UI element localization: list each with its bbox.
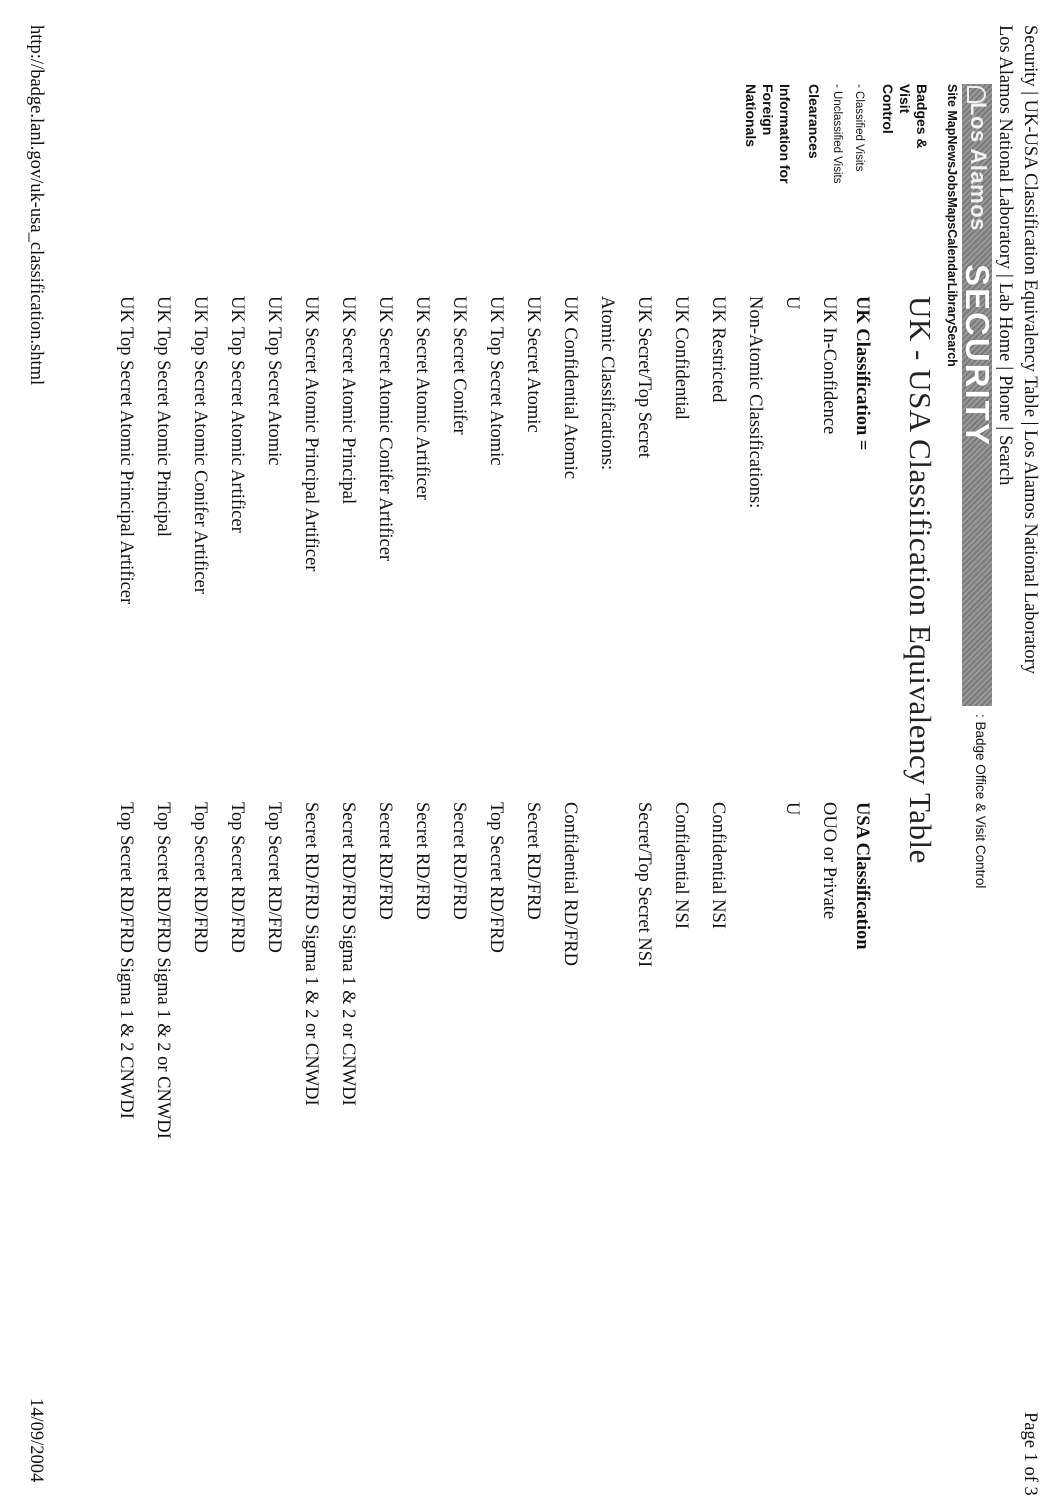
uk-cell: UK Secret Conifer: [449, 296, 469, 435]
uk-cell: UK Secret Atomic Artificer: [412, 296, 432, 500]
usa-cell: Top Secret RD/FRD: [227, 802, 247, 953]
usa-cell: Top Secret RD/FRD Sigma 1 & 2 or CNWDI: [153, 802, 173, 1139]
usa-cell: U: [782, 802, 802, 816]
uk-cell: UK Top Secret Atomic: [486, 296, 506, 466]
usa-cell: Secret/Top Secret NSI: [634, 802, 654, 968]
uk-cell: UK Secret/Top Secret: [634, 296, 654, 459]
nav-search[interactable]: Search: [945, 325, 959, 367]
nav-news[interactable]: News: [945, 135, 959, 169]
uk-cell: Non-Atomic Classifications:: [745, 296, 765, 509]
uk-cell: UK Top Secret Atomic Principal Artificer: [116, 296, 136, 605]
lab-links-bar: Los Alamos National Laboratory|Lab Home|Phone|Search: [995, 25, 1015, 486]
los-alamos-logo[interactable]: Los Alamos: [966, 102, 991, 231]
usa-cell: Secret RD/FRD: [375, 802, 395, 920]
security-banner: [959, 84, 996, 706]
footer-url: http://badge.lanl.gov/uk-usa_classification.shtml: [26, 25, 46, 386]
uk-cell: UK Restricted: [708, 296, 728, 403]
sidebar-badges-visit-control[interactable]: Badges & Visit Control: [880, 84, 930, 149]
los-alamos-logo-icon: [967, 86, 986, 103]
uk-cell: UK Secret Atomic Principal: [338, 296, 358, 505]
uk-cell: UK Top Secret Atomic Principal: [153, 296, 173, 537]
uk-cell: UK Confidential Atomic: [560, 296, 580, 479]
lab-link-lanl[interactable]: Los Alamos National Laboratory: [995, 25, 1015, 270]
site-nav: [945, 84, 959, 367]
page-title: UK - USA Classification Equivalency Table: [903, 296, 938, 864]
print-header-title: Security | UK-USA Classification Equivalency Table | Los Alamos National Laboratory: [1020, 25, 1040, 675]
nav-calendar[interactable]: Calendar: [945, 229, 959, 283]
lab-link-phone[interactable]: Phone: [995, 375, 1015, 422]
uk-cell: UK Top Secret Atomic Artificer: [227, 296, 247, 533]
usa-cell: Secret RD/FRD: [449, 802, 469, 920]
usa-cell: Top Secret RD/FRD: [190, 802, 210, 953]
sidebar: [742, 84, 930, 244]
usa-cell: Top Secret RD/FRD: [486, 802, 506, 953]
usa-cell: Confidential NSI: [671, 802, 691, 929]
usa-cell: Confidential RD/FRD: [560, 802, 580, 966]
usa-cell: Secret RD/FRD Sigma 1 & 2 or CNWDI: [301, 802, 321, 1106]
usa-cell: Confidential NSI: [708, 802, 728, 929]
uk-cell: UK Secret Atomic Principal Artificer: [301, 296, 321, 572]
nav-site-map[interactable]: Site Map: [945, 84, 959, 136]
header-usa-classification: USA Classification: [852, 802, 872, 950]
security-wordmark: SECURITY: [959, 264, 996, 447]
lab-link-search[interactable]: Search: [995, 435, 1015, 486]
uk-cell: Atomic Classifications:: [597, 296, 617, 471]
header-uk-classification: UK Classification =: [852, 296, 872, 451]
lab-link-home[interactable]: Lab Home: [995, 282, 1015, 362]
usa-cell: Secret RD/FRD: [412, 802, 432, 920]
sidebar-unclassified-visits[interactable]: - Unclassified Visits: [831, 84, 843, 184]
uk-cell: UK Top Secret Atomic: [264, 296, 284, 466]
uk-cell: UK Top Secret Atomic Conifer Artificer: [190, 296, 210, 594]
nav-library[interactable]: Library: [945, 282, 959, 326]
nav-jobs[interactable]: Jobs: [945, 168, 959, 198]
usa-cell: Secret RD/FRD: [523, 802, 543, 920]
usa-cell: OUO or Private: [819, 802, 839, 920]
usa-cell: Top Secret RD/FRD Sigma 1 & 2 CNWDI: [116, 802, 136, 1119]
sidebar-foreign-nationals[interactable]: Information for Foreign Nationals: [743, 84, 793, 184]
uk-cell: UK Confidential: [671, 296, 691, 420]
usa-cell: Secret RD/FRD Sigma 1 & 2 or CNWDI: [338, 802, 358, 1106]
sidebar-clearances[interactable]: Clearances: [806, 84, 822, 159]
usa-cell: Top Secret RD/FRD: [264, 802, 284, 953]
uk-cell: U: [782, 296, 802, 310]
uk-cell: UK Secret Atomic: [523, 296, 543, 433]
page-number: Page 1 of 3: [1020, 1412, 1040, 1496]
banner-subtitle: : Badge Office & Visit Control: [973, 714, 988, 889]
footer-date: 14/09/2004: [26, 1398, 46, 1483]
sidebar-classified-visits[interactable]: - Classified Visits: [853, 84, 865, 172]
nav-maps[interactable]: Maps: [945, 197, 959, 230]
uk-cell: UK In-Confidence: [819, 296, 839, 435]
uk-cell: UK Secret Atomic Conifer Artificer: [375, 296, 395, 562]
